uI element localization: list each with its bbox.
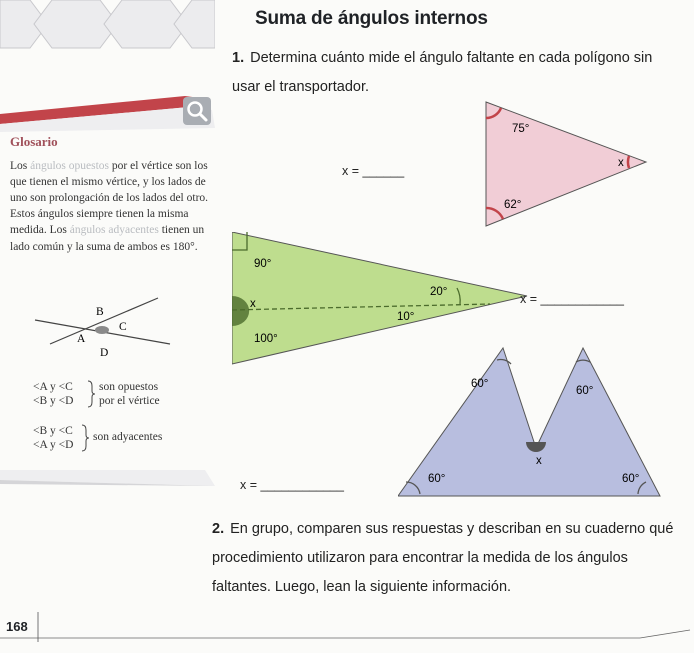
- adjacent-label: son adyacentes: [93, 431, 163, 443]
- adjacent-pairs: [33, 424, 73, 452]
- intersecting-lines-diagram: [30, 296, 180, 366]
- question-2: [212, 515, 682, 602]
- glossary-term-opposite: ángulos opuestos: [30, 160, 110, 173]
- glossary-definition: [10, 158, 215, 255]
- brace-icon: [80, 424, 90, 452]
- brace-icon: [86, 380, 96, 408]
- page-title: Suma de ángulos internos: [255, 8, 488, 29]
- triangle-angle-unknown: x: [618, 157, 624, 169]
- triangle-angle-top: 75°: [512, 123, 530, 135]
- glossary-text-2: por el vértice son los que tienen el mismo vértice, y los lados de uno son prolongación de los lados del otro. Estos ángulos siempre tienen la misma medida. Los: [10, 160, 209, 237]
- question-1-text: Determina cuánto mide el ángulo faltante en cada polígono sin usar el transportador.: [232, 50, 653, 95]
- glossary-term-adjacent: ángulos adyacentes: [69, 224, 159, 237]
- triangle-figure: [474, 98, 654, 230]
- question-2-number: 2.: [212, 521, 225, 537]
- m-angle-top-left: 60°: [471, 378, 489, 390]
- question-2-text: En grupo, comparen sus respuestas y describan en su cuaderno qué procedimiento utilizaron para encontrar la medida de los ángulos faltantes. Luego, lean la siguiente información.: [212, 521, 674, 595]
- glossary-text-1: Los: [10, 160, 31, 173]
- adjacent-pair-1: <B y <C: [33, 425, 73, 437]
- m-angle-center: x: [536, 455, 542, 467]
- glossary-heading: Glosario: [10, 134, 58, 149]
- opposite-pair-2: <B y <D: [33, 395, 74, 407]
- quad-angle-20: 20°: [430, 286, 448, 298]
- m-angle-top-right: 60°: [576, 385, 594, 397]
- glossary-bottom-band: [0, 470, 240, 490]
- quad-angle-top: 90°: [254, 258, 272, 270]
- opposite-label-1: son opuestos: [99, 381, 159, 393]
- quad-angle-bottom: 100°: [254, 333, 278, 345]
- m-angle-bottom-left: 60°: [428, 473, 446, 485]
- triangle-answer: x = ______: [342, 164, 405, 178]
- page-number: 168: [6, 619, 28, 634]
- opposite-pairs: [33, 380, 73, 408]
- adjacent-pair-2: <A y <D: [33, 439, 74, 451]
- triangle-angle-bottom: 62°: [504, 199, 522, 211]
- m-angle-bottom-right: 60°: [622, 473, 640, 485]
- question-1: [232, 44, 672, 102]
- m-shape-answer: x = ____________: [240, 478, 344, 492]
- question-1-number: 1.: [232, 50, 245, 66]
- quad-answer: x = ____________: [520, 292, 624, 306]
- opposite-label: [99, 380, 160, 408]
- point-d-label: D: [100, 347, 109, 359]
- quad-angle-unknown: x: [250, 298, 256, 310]
- point-c-label: C: [119, 321, 127, 333]
- point-b-label: B: [96, 306, 104, 318]
- opposite-label-2: por el vértice: [99, 395, 160, 407]
- glossary: [10, 134, 215, 255]
- footer-line: [0, 612, 694, 642]
- search-icon: [182, 96, 212, 126]
- m-shape-figure: [398, 342, 668, 502]
- glossary-text-3: tienen un lado común y la suma de ambos es 180°.: [10, 224, 205, 253]
- point-a-label: A: [77, 333, 86, 345]
- opposite-pair-1: <A y <C: [33, 381, 73, 393]
- quad-angle-10: 10°: [397, 311, 415, 323]
- hexagon-pattern: [0, 0, 215, 50]
